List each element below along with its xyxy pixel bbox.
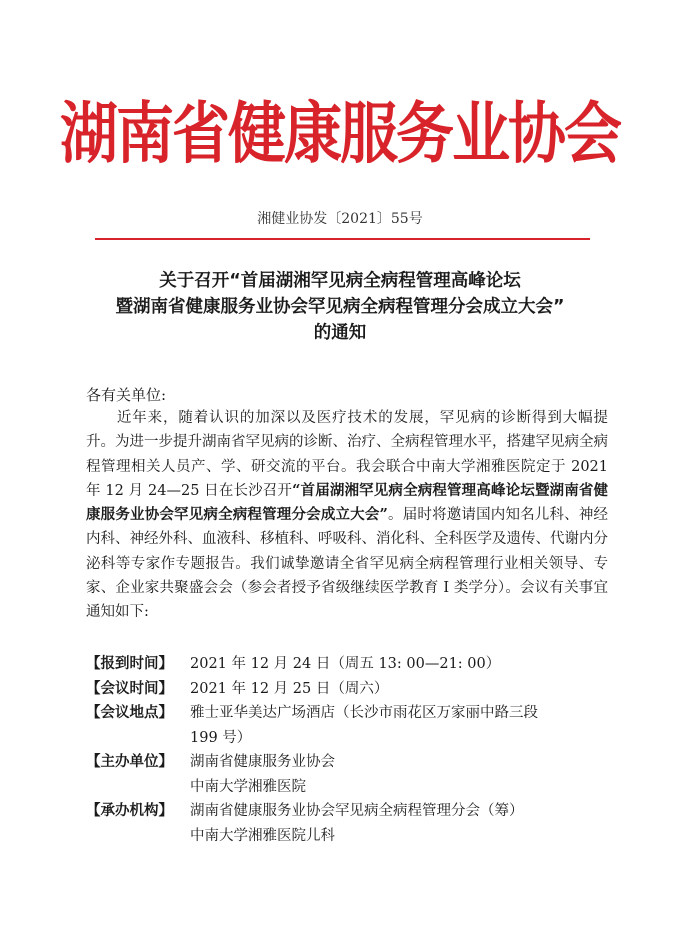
notice-title-line-1: 关于召开“首届湖湘罕见病全病程管理高峰论坛 [159,271,521,291]
detail-value-line: 2021 年 12 月 24 日（周五 13: 00—21: 00） [190,656,501,672]
detail-value [190,750,616,799]
body-paragraph [86,406,608,625]
body-text-part-1: 近年来，随着认识的加深以及医疗技术的发展，罕见病的诊断得到大幅提升。为进一步提升湖南省罕见病的诊断、治疗、全病程管理水平，搭建罕见病全病程管理相关人员产、学、研交流的平台。我会联合中南大学湘雅医院定于 2021 年 12 月 24—25 日在长沙召开 [86,410,608,499]
detail-row [86,750,616,799]
detail-label-host: 【主办单位】 [86,753,173,770]
detail-row [86,799,616,848]
detail-value-line: 2021 年 12 月 25 日（周六） [190,680,389,697]
detail-label-meeting-venue: 【会议地点】 [86,704,173,721]
organization-header: 湖南省健康服务业协会 [59,94,620,173]
salutation: 各有关单位: [86,386,167,404]
red-divider-line [95,238,590,240]
notice-title-line-3: 的通知 [313,323,367,343]
detail-label-meeting-time: 【会议时间】 [86,679,173,697]
detail-value-line: 199 号） [190,729,252,746]
detail-label-checkin-time: 【报到时间】 [86,655,173,672]
detail-value-line: 湖南省健康服务业协会罕见病全病程管理分会（筹） [190,803,524,819]
notice-title [60,268,620,346]
detail-row [86,652,616,677]
conference-name-highlight: “首届湖湘罕见病全病程管理高峰论坛暨湖南省健康服务业协会罕见病全病程管理分会成立大会” [86,481,608,524]
notice-title-line-2: 暨湖南省健康服务业协会罕见病全病程管理分会成立大会” [115,297,565,317]
detail-label-organizer: 【承办机构】 [86,802,173,819]
detail-value [190,652,616,677]
document-number: 湘健业协发〔2021〕55号 [257,211,423,227]
detail-value-line: 雅士亚华美达广场酒店（长沙市雨花区万家丽中路三段 [190,705,538,721]
detail-value [190,677,616,702]
detail-value-line: 湖南省健康服务业协会 [190,754,335,770]
detail-value-line: 中南大学湘雅医院 [190,778,306,795]
detail-value-line: 中南大学湘雅医院儿科 [190,827,335,844]
body-text-part-2: 。届时将邀请国内知名儿科、神经内科、神经外科、血液科、移植科、呼吸科、消化科、全科医学及遗传、代谢内分泌科等专家作专题报告。我们诚挚邀请全省罕见病全病程管理行业相关领导、专家、企业家共聚盛会会（参会者授予省级继续医学教育 I 类学分）。会议有关事宜通知如下: [86,507,608,621]
detail-row [86,701,616,750]
detail-row [86,677,616,702]
detail-value [190,701,616,750]
meeting-details [86,652,616,848]
detail-value [190,799,616,848]
